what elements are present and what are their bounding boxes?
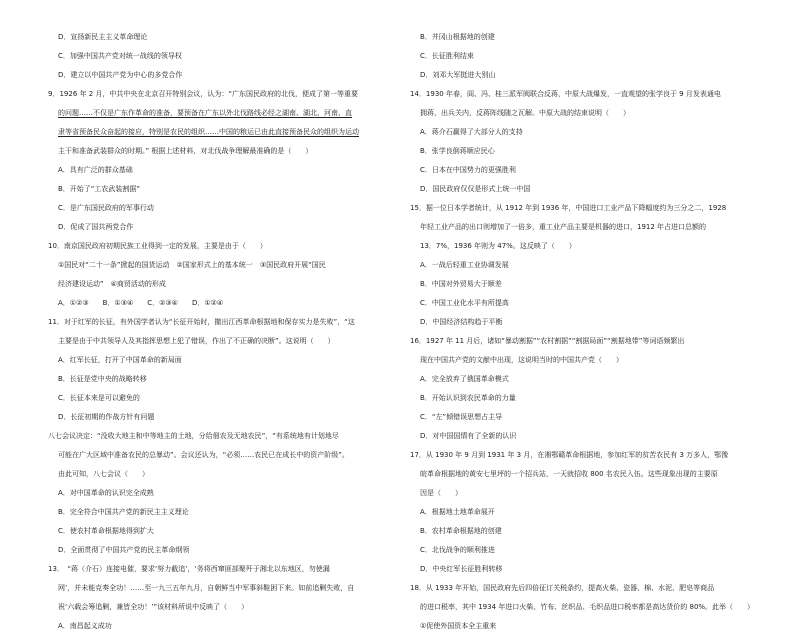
left-column-line: 经济建设运动” ④商贸活动的形成 (58, 280, 166, 288)
left-column-line: D．全面贯彻了中国共产党的民主革命纲领 (58, 546, 190, 554)
left-column-line: A．对中国革命的认识完全成熟 (58, 489, 154, 497)
right-column-line: 15．据一位日本学者统计，从 1912 年到 1936 年，中国进口工业产品下降幅度约为三分之二，1928 (410, 204, 727, 212)
left-column-line: 13． “蒋（介石）连接电催，要求‘努力截追’，‘务将西窜匪部聚歼于湘北以东地区，勿使漏 (48, 565, 330, 573)
right-column-line: 14．1930 年春，阎、冯、桂三派军阀联合反蒋，中原大战爆发，一直观望的张学良于 9 月发表通电 (410, 90, 721, 98)
left-column-line: 由此可知，八七会议（ ） (58, 470, 149, 478)
left-column-line: 隶等省预备民众奋起的接应，特别是农民的组织……中国的粮运已由此直接预备民众的组织为运动 (58, 128, 359, 136)
left-column-line: C．使农村革命根据地得到扩大 (58, 527, 154, 535)
left-column-line: D．宣扬新民主主义革命理论 (58, 33, 148, 41)
left-column-line: 网’，并未能克奏全功！……至一九三五年九月，自朝鲜当中军事斜鞋困下来。如前追剿失败，自 (58, 584, 355, 592)
left-column-line: B．完全符合中国共产党的新民主主义理论 (58, 508, 189, 516)
left-column-line: 11．对于红军的长征，有外国学者认为“长征开始时，撤出江西革命根据地和保存实力是失败”，“这 (48, 318, 355, 326)
right-column-line: D．国民政府仅仅是形式上统一中国 (420, 185, 531, 193)
right-column-line: 现在中国共产党的文献中出现，这说明当时的中国共产党（ ） (420, 356, 623, 364)
right-column-line: C．北伐战争的顺利推进 (420, 546, 495, 554)
left-column (48, 28, 388, 636)
right-column-line: A．根据地土地革命展开 (420, 508, 495, 516)
left-column-line: A．红军长征，打开了中国革命的新局面 (58, 356, 182, 364)
left-column-line: A．南昌起义成功 (58, 622, 112, 630)
right-column-line: C．长征胜利结束 (420, 52, 474, 60)
left-column-line: 祝‘六载会筹追剿，兼皆全功！’”该材料所说中反映了（ ） (58, 603, 249, 611)
left-column-line: 主干和准备武装群众的时期。” 根据上述材料，对北伐战争理解最准确的是（ ） (58, 147, 313, 155)
left-column-line: D．促成了国共两党合作 (58, 223, 134, 231)
left-column-line: A．具有广泛的群众基础 (58, 166, 133, 174)
right-column-line: B．张学良倒蒋顺应民心 (420, 147, 495, 155)
right-column-line: D．中国经济结构趋于平衡 (420, 318, 503, 326)
right-column-line: B．农村革命根据地的创建 (420, 527, 502, 535)
left-column-line: A．①②③ B．①③④ C．②③④ D．①②④ (58, 299, 224, 307)
left-column-line: 八七会议决定：“没收大地主和中等地主的土地，分给佃农及无地农民”，“有系统地有计划地尽 (48, 432, 339, 440)
right-column-line: 18．从 1933 年开始，国民政府先后四倍征订关税条约，提高火柴、瓷器、棉、水泥、肥皂等商品 (410, 584, 715, 592)
right-column (410, 28, 755, 636)
left-column-line: B．长征是党中央的战略转移 (58, 375, 147, 383)
right-column-line: A．蒋介石赢得了大部分人的支持 (420, 128, 523, 136)
left-column-line: D．建立以中国共产党为中心的多党合作 (58, 71, 183, 79)
right-column-line: B．开始认识到农民革命的力量 (420, 394, 516, 402)
right-column-line: 17．从 1930 年 9 月到 1931 年 3 月，在湘鄂赣革命根据地，参加红军的贫苦农民有 3 万多人，鄂豫 (410, 451, 729, 459)
left-column-line: 10．南京国民政府初期民族工业得到一定的发展，主要是由于（ ） (48, 242, 267, 250)
right-column-line: A．一战后轻重工业协调发展 (420, 261, 509, 269)
right-column-line: D．刘邓大军挺进大别山 (420, 71, 496, 79)
right-column-line: 拥蒋，出兵关内，反蒋阵线随之瓦解。中原大战的结束说明（ ） (420, 109, 630, 117)
left-column-line: D．长征初期的作战方针有问题 (58, 413, 155, 421)
right-column-line: D．对中国国情有了全新的认识 (420, 432, 517, 440)
left-column-line: 可能在广大区域中准备农民的总暴动”。会议还认为，“必须……农民已在成长中的资产阶级”。 (58, 451, 349, 459)
right-column-line: 13．7%，1936 年则为 47%。这反映了（ ） (420, 242, 576, 250)
right-column-line: C．“左”倾错误思想占主导 (420, 413, 503, 421)
left-column-line: 9．1926 年 2 月，中共中央在北京召开特别会议，认为：“广东国民政府的北伐，便成了第一等重要 (48, 90, 359, 98)
right-column-line: 年轻工业产品的出口则增加了一倍多，重工业产品主要是机器的进口，1912 年占进口总额的 (420, 223, 707, 231)
left-column-line: C．是广东国民政府的军事行动 (58, 204, 154, 212)
left-column-line: 的问题……不仅是广东作革命的准备，要预备在广东以外北伐路线必经之湖南、湖北、河南、直 (58, 109, 352, 117)
right-column-line: C．中国工业化水平有所提高 (420, 299, 509, 307)
right-column-line: ①促使外国资本全主重来 (420, 622, 497, 630)
left-column-line: ①国民对“二十一条”掀起的国货运动 ②国家形式上的基本统一 ③国民政府开展“国民 (58, 261, 326, 269)
right-column-line: 的进口税率，其中 1934 年进口火柴、竹布、丝织品、毛织品进口税率都是高达货价的 80%。此举（ ） (420, 603, 755, 611)
right-column-line: A．完全放弃了俄国革命模式 (420, 375, 509, 383)
right-column-line: 因是（ ） (420, 489, 462, 497)
left-column-line: B．开始了“工农武装割据” (58, 185, 141, 193)
right-column-line: B．中国对外贸易大于顺差 (420, 280, 502, 288)
right-column-line: 皖革命根据地的黄安七里坪的一个招兵站，一天就招收 800 名农民入伍。这些现象出现的主要原 (420, 470, 718, 478)
right-column-line: D．中央红军长征胜利转移 (420, 565, 503, 573)
left-column-line: C．长征本来是可以避免的 (58, 394, 140, 402)
right-column-line: 16．1927 年 11 月后，诸如“暴动割据”“农村割据”“割据局面”“割据地带”等词语频繁出 (410, 337, 685, 345)
left-column-line: C．加强中国共产党对统一战线的领导权 (58, 52, 182, 60)
right-column-line: C．日本在中国势力的更强胜利 (420, 166, 516, 174)
right-column-line: B．井冈山根据地的创建 (420, 33, 495, 41)
left-column-line: 主要是由于中共领导人及其指挥思想上犯了错误，作出了不正确的决断”。这说明（ ） (58, 337, 335, 345)
